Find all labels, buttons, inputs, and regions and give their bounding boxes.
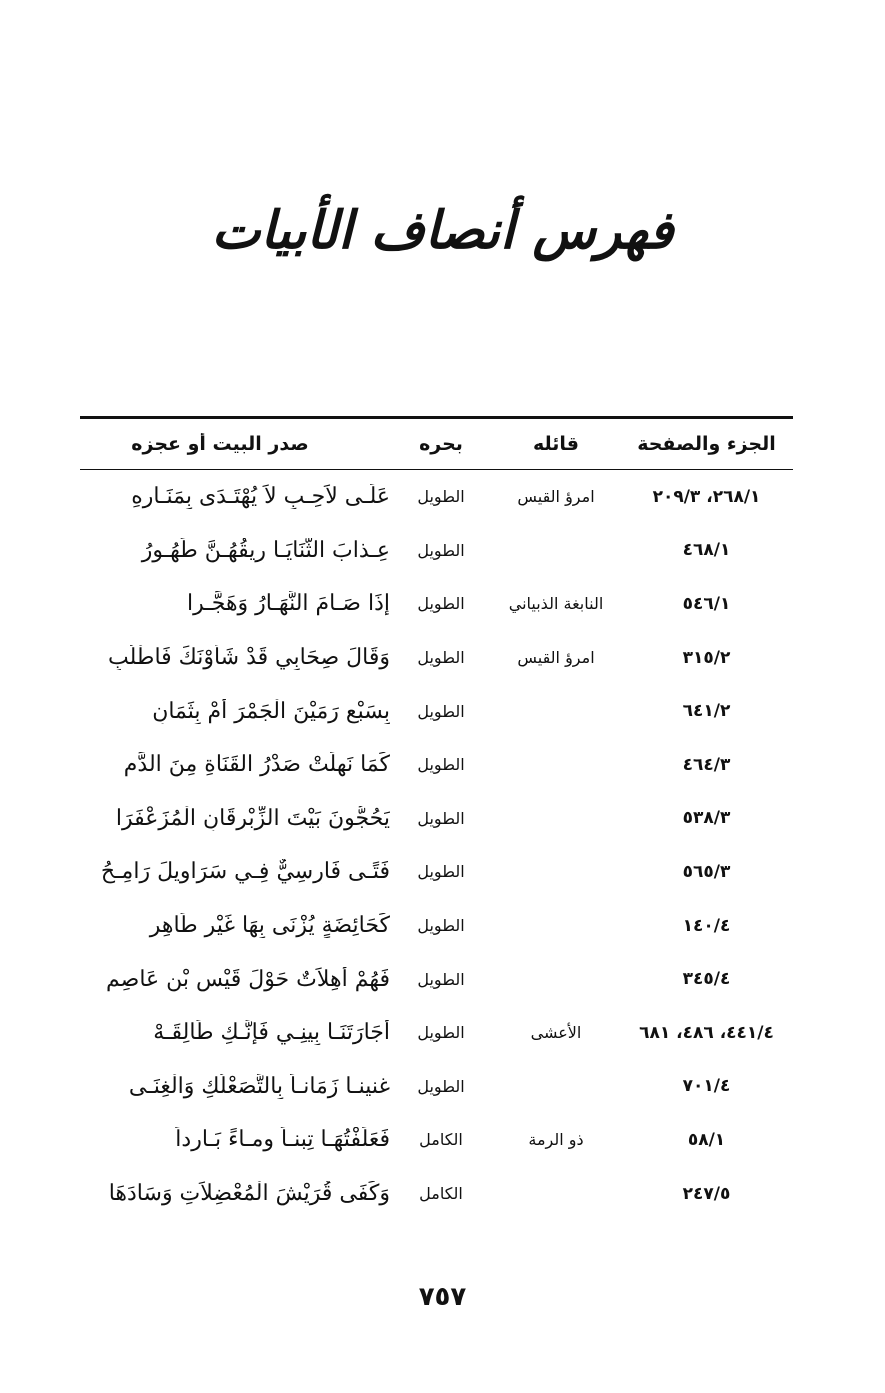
meter-cell: الطويل — [417, 969, 465, 989]
table-row — [80, 899, 793, 953]
table-row — [80, 577, 793, 631]
meter-cell: الطويل — [417, 487, 465, 507]
reference-cell: ٦٤١/٢ — [682, 701, 731, 722]
reference-cell: ٥٦٥/٣ — [682, 861, 731, 882]
verse-cell: عِـذابَ الثَّنَايَـا رِيقُهُـنَّ طَهُـورُ — [141, 537, 390, 563]
meter-cell: الكامل — [419, 1184, 463, 1204]
table-row — [80, 738, 793, 792]
meter-cell: الطويل — [417, 808, 465, 828]
reference-cell: ٤٤١/٤، ٤٨٦، ٦٨١ — [639, 1022, 774, 1043]
table-row — [80, 470, 793, 524]
table-row — [80, 524, 793, 578]
table-body — [80, 470, 793, 1220]
poet-cell: الأعشى — [530, 1023, 582, 1043]
column-header-meter: بحره — [419, 433, 463, 455]
verse-cell: فَهُمْ أَهِلاَتٌ حَوْلَ قَيْسِ بْنِ عَاصِمِ — [106, 966, 390, 992]
meter-cell: الطويل — [417, 648, 465, 668]
meter-cell: الطويل — [417, 701, 465, 721]
verse-cell: كَمَا نَهِلَتْ صَدْرُ القَنَاةِ مِنَ الدَّمِ — [123, 752, 390, 778]
verse-cell: كَحَائِضَةٍ يُزْنَى بِهَا غَيْرِ طَاهِرِ — [149, 913, 390, 939]
meter-cell: الطويل — [417, 862, 465, 882]
meter-cell: الطويل — [417, 1076, 465, 1096]
verse-index-table — [80, 416, 793, 1220]
reference-cell: ٥٣٨/٣ — [682, 808, 731, 829]
reference-cell: ٢٤٧/٥ — [682, 1183, 731, 1204]
reference-cell: ٣١٥/٢ — [682, 647, 731, 668]
verse-cell: فَعَلَفْتُهَـا تِبنـاً ومـاءً بَـارِداً — [175, 1127, 390, 1153]
meter-cell: الطويل — [417, 755, 465, 775]
table-row — [80, 1113, 793, 1167]
reference-cell: ٢٦٨/١، ٢٠٩/٣ — [652, 486, 761, 507]
verse-cell: غنينـا زَمَانـاً بِالتَّصَعْلُكِ وَالْغِنَـى — [128, 1073, 390, 1099]
verse-cell: وَقَالَ صِحَابِي قَدْ شَأَوْنَكَ فَاطْلُبِ — [108, 645, 390, 671]
reference-cell: ٣٤٥/٤ — [682, 969, 731, 990]
poet-cell: ذو الرمة — [528, 1130, 584, 1150]
table-row — [80, 631, 793, 685]
table-row — [80, 792, 793, 846]
poet-cell: النابغة الذبياني — [508, 594, 604, 614]
table-row — [80, 952, 793, 1006]
verse-cell: فَتًـى فَارِسِيٌّ فِـي سَرَاوِيلَ رَامِـحُ — [100, 859, 390, 885]
table-header-row — [80, 419, 793, 469]
table-row — [80, 845, 793, 899]
meter-cell: الطويل — [417, 916, 465, 936]
poet-cell: امرؤ القيس — [517, 487, 595, 507]
reference-cell: ٥٤٦/١ — [682, 593, 731, 614]
verse-cell: بِسَبْعِ رَمَيْنَ الْجَمْرَ أَمْ بِثَمَانِ — [152, 698, 390, 724]
reference-cell: ١٤٠/٤ — [682, 915, 731, 936]
meter-cell: الكامل — [419, 1130, 463, 1150]
table-row — [80, 1167, 793, 1221]
page-title: فهرس أنصاف الأبيات — [211, 200, 674, 261]
table-row — [80, 1006, 793, 1060]
table-row — [80, 1060, 793, 1114]
verse-cell: وَكَفَى قُرَيْشَ الْمُعْضِلاَتِ وَسَادَهَا — [108, 1181, 390, 1207]
page-number: ٧٥٧ — [418, 1282, 467, 1312]
poet-cell: امرؤ القيس — [517, 648, 595, 668]
reference-cell: ٤٦٤/٣ — [682, 754, 731, 775]
meter-cell: الطويل — [417, 540, 465, 560]
reference-cell: ٧٠١/٤ — [682, 1076, 731, 1097]
verse-cell: عَلَـى لاَحِـبٍ لاَ يُهْتَـدَى بِمَنَـارِهِ — [131, 484, 390, 510]
verse-cell: يَحُجُّونَ بَيْتَ الزِّبْرِقَانِ الْمُزَعْفَرَا — [115, 805, 390, 831]
meter-cell: الطويل — [417, 1023, 465, 1043]
verse-cell: أَجَارَتَنَـا بِينِـي فَإِنَّـكِ طَالِقَـهْ — [153, 1020, 390, 1046]
column-header-poet: قائله — [533, 433, 579, 455]
reference-cell: ٤٦٨/١ — [682, 540, 731, 561]
table-row — [80, 684, 793, 738]
column-header-verse: صدر البيت أو عجزه — [131, 433, 309, 455]
verse-cell: إِذَا صَـامَ النَّهَـارُ وَهَجَّـرا — [187, 591, 390, 617]
column-header-reference: الجزء والصفحة — [637, 433, 776, 455]
meter-cell: الطويل — [417, 594, 465, 614]
reference-cell: ٥٨/١ — [687, 1129, 726, 1150]
